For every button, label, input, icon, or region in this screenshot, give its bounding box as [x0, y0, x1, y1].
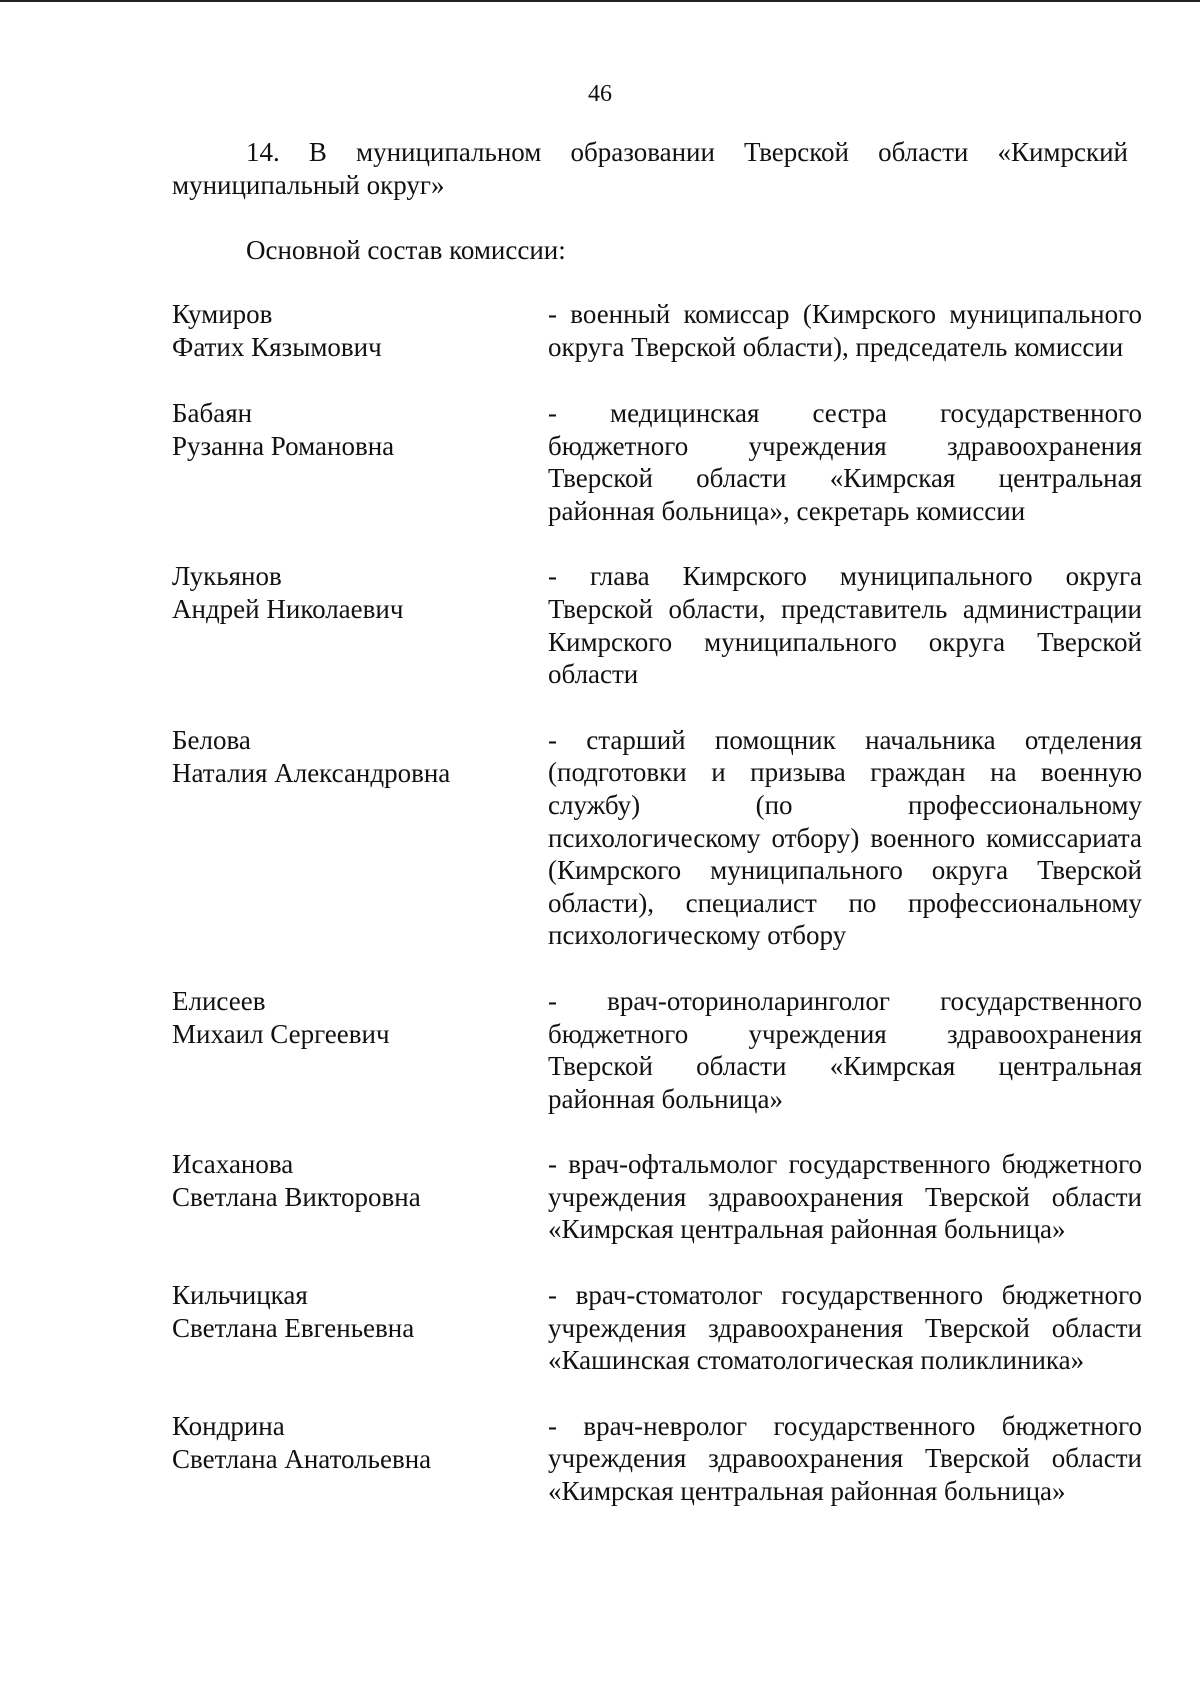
member-role: - врач-стоматолог государственного бюджетного учреждения здравоохранения Тверской области «Кашинская стоматологическая поликлиника» [548, 1280, 1142, 1376]
member-list [172, 298, 1142, 1541]
member-surname: Бабаян [172, 398, 253, 428]
member-name [172, 985, 548, 1115]
member-role: - врач-офтальмолог государственного бюджетного учреждения здравоохранения Тверской области «Кимрская центральная районная больница» [548, 1149, 1142, 1245]
member-entry [172, 1148, 1142, 1246]
scan-top-edge [0, 0, 1200, 2]
member-surname: Кондрина [172, 1410, 285, 1441]
member-given-name: Светлана Анатольевна [172, 1443, 432, 1474]
member-entry [172, 1410, 1142, 1508]
member-role: - врач-невролог государственного бюджетного учреждения здравоохранения Тверской области «Кимрская центральная районная больница» [548, 1410, 1142, 1507]
member-given-name: Наталия Александровна [172, 757, 451, 788]
member-name [172, 1148, 548, 1246]
member-entry [172, 397, 1142, 527]
page-number: 46 [588, 81, 612, 107]
member-entry [172, 298, 1142, 364]
member-name [172, 1410, 548, 1508]
member-given-name: Фатих Кязымович [172, 332, 382, 362]
member-name [172, 298, 548, 364]
member-surname: Кумиров [172, 299, 273, 329]
member-name [172, 560, 548, 690]
member-role: - глава Кимрского муниципального округа Тверской области, представитель администрации Кимрского муниципального округа Тверской области [548, 561, 1142, 690]
member-name [172, 397, 548, 527]
member-given-name: Михаил Сергеевич [172, 1018, 390, 1049]
member-given-name: Светлана Викторовна [172, 1182, 421, 1213]
commission-subheading: Основной состав комиссии: [246, 235, 566, 265]
member-name [172, 1279, 548, 1377]
member-role: - медицинская сестра государственного бюджетного учреждения здравоохранения Тверской области «Кимрская центральная районная больница», секретарь комиссии [548, 398, 1142, 526]
member-given-name: Андрей Николаевич [172, 594, 404, 625]
member-role: - старший помощник начальника отделения (подготовки и призыва граждан на военную службу) (по профессиональному психологическому отбору) военного комиссариата (Кимрского муниципального округа Тверской области), специалист по профессиональному психологическому отбору [548, 724, 1142, 951]
member-entry [172, 985, 1142, 1115]
member-surname: Исаханова [172, 1149, 294, 1180]
member-role: - военный комиссар (Кимрского муниципального округа Тверской области), председатель комиссии [548, 299, 1142, 362]
member-surname: Елисеев [172, 985, 266, 1016]
member-entry [172, 724, 1142, 952]
section-heading: 14. В муниципальном образовании Тверской области «Кимрский муниципальный округ» [172, 137, 1128, 200]
member-given-name: Рузанна Романовна [172, 431, 395, 461]
member-surname: Белова [172, 724, 251, 755]
member-name [172, 724, 548, 952]
member-entry [172, 1279, 1142, 1377]
member-role: - врач-оториноларинголог государственного бюджетного учреждения здравоохранения Тверской области «Кимрская центральная районная больница» [548, 985, 1142, 1114]
member-surname: Кильчицкая [172, 1280, 308, 1311]
member-surname: Лукьянов [172, 561, 282, 592]
member-entry [172, 560, 1142, 690]
member-given-name: Светлана Евгеньевна [172, 1313, 415, 1344]
